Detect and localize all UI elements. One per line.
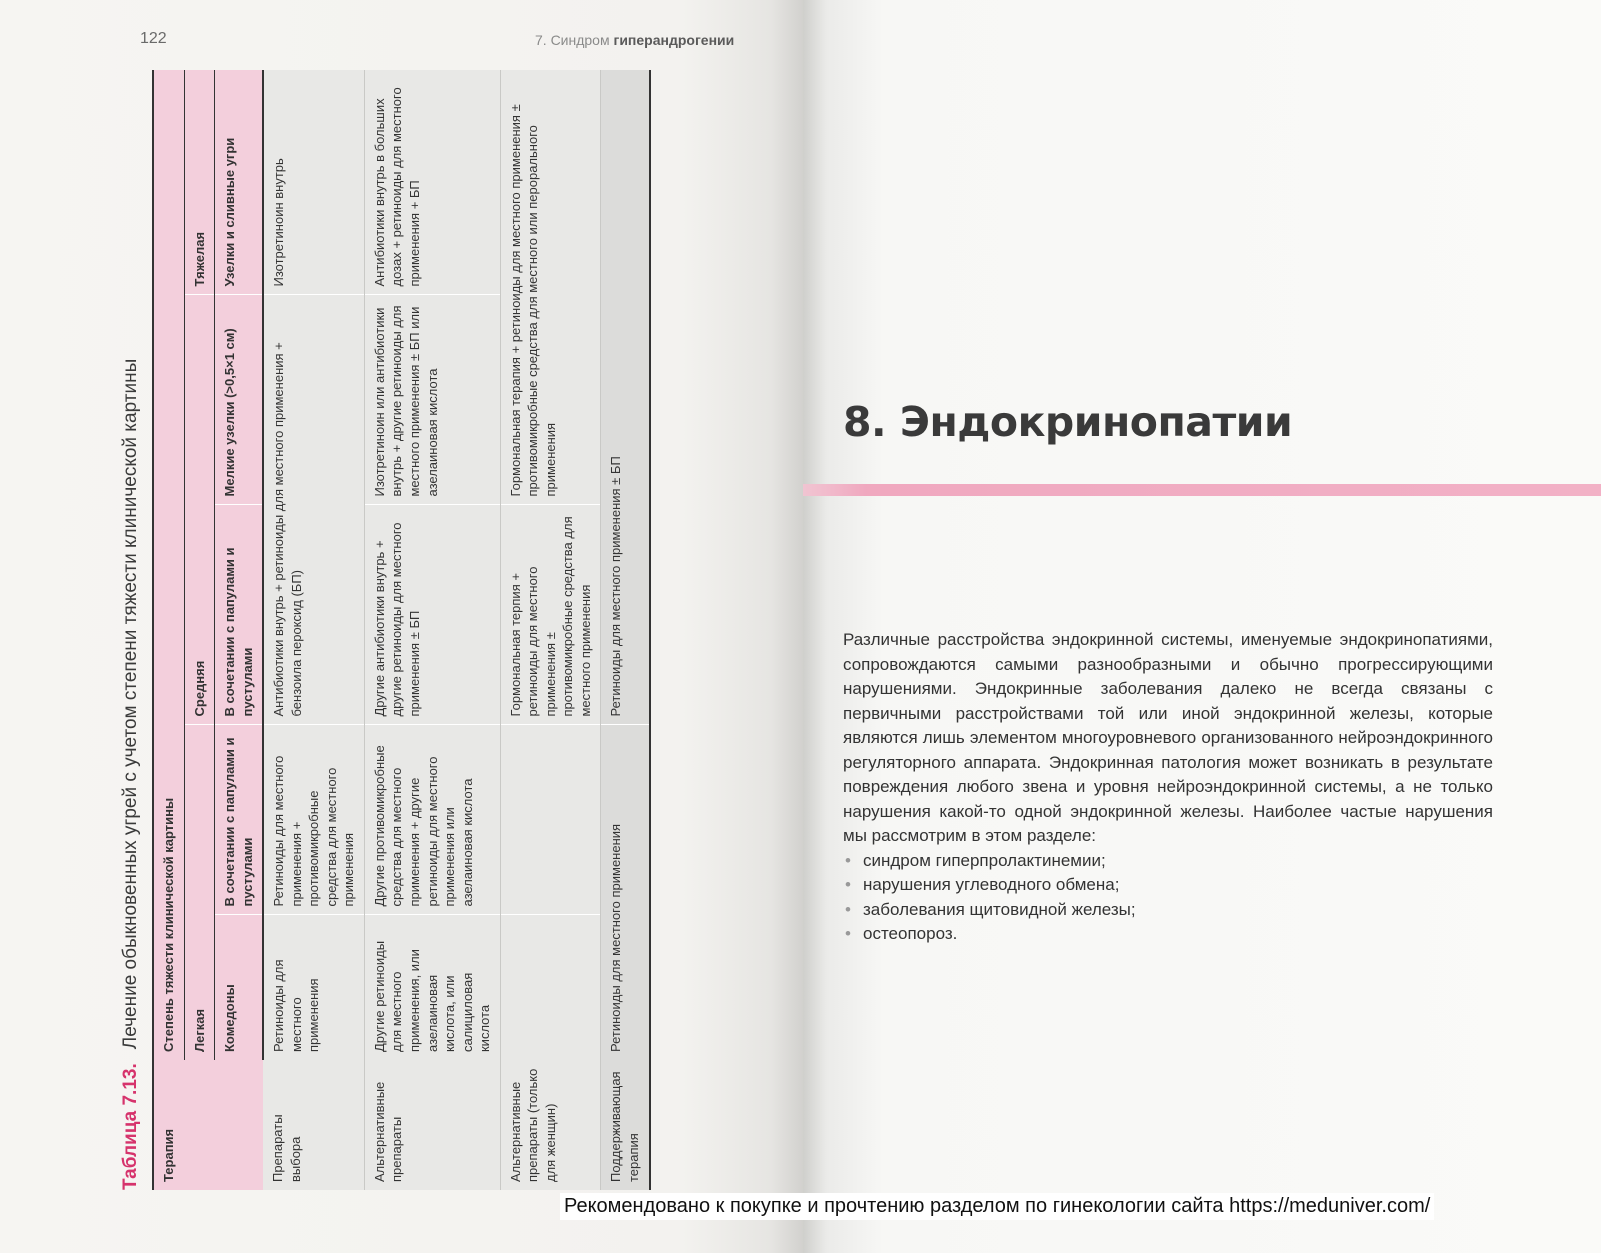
list-item: • синдром гиперпролактинемии;: [843, 849, 1493, 874]
table-row-alternative-women: [500, 70, 601, 1190]
cell-altw-mild-papules: [500, 725, 601, 915]
header-mild-papules: В сочетании с папулами и пустулами: [215, 725, 264, 915]
header-therapy: Терапия: [153, 1060, 263, 1190]
header-moderate-papules: В сочетании с папулами и пустулами: [215, 505, 264, 725]
table-row-alternative: [364, 70, 500, 1190]
acne-treatment-table: [152, 70, 651, 1190]
cell-maint-rest: Ретиноиды для местного применения ± БП: [601, 70, 650, 725]
table-row-maintenance: [601, 70, 650, 1190]
chapter-paragraph: Различные расстройства эндокринной системы, именуемые эндокринопатиями, сопровождаются самыми разнообразными и обычно прогрессирующими нарушениями. Эндокринные заболевания далеко не всегда связаны с первичными расстройствами той или иной эндокринной железы, которые являются лишь элементом многоуровневого организованного нейроэндокринного регуляторного аппарата. Эндокринная патология может возникать в результате повреждения любого звена и уровня нейроэндокринной системы, а не только нарушения какой-то одной эндокринной железы. Наиболее частые нарушения мы рассмотрим в этом разделе:: [843, 630, 1493, 845]
table-caption-number: Таблица 7.13.: [120, 1063, 141, 1190]
chapter-title: 8. Эндокринопатии: [843, 398, 1293, 446]
row-label-alternative: Альтернативные препараты: [364, 1060, 500, 1190]
cell-alt-mild-papules: Другие противомикробные средства для местного применения + другие ретиноиды для местного применения или азелаиновая кислота: [364, 725, 500, 915]
header-mild: Легкая: [184, 725, 215, 1060]
cell-alt-moderate-papules: Другие антибиотики внутрь + другие ретиноиды для местного применения ± БП: [364, 505, 500, 725]
cell-maint-mild: Ретиноиды для местного применения: [601, 725, 650, 1060]
chapter-body: [843, 628, 1493, 947]
header-nodules-conglobate: Узелки и сливные угри: [215, 70, 264, 295]
cell-altw-severe: Гормональная терапия + ретиноиды для местного применения ± противомикробные средства для местного или перорального применения: [500, 70, 601, 505]
header-severity: Степень тяжести клинической картины: [153, 70, 184, 1060]
cell-choice-comedones: Ретиноиды для местного применения: [263, 915, 364, 1060]
cell-choice-mild-papules: Ретиноиды для местного применения + противомикробные средства для местного применения: [263, 725, 364, 915]
running-head-bold: гиперандрогении: [613, 32, 735, 48]
header-severe: Тяжелая: [184, 70, 215, 295]
cell-choice-severe: Изотретиноин внутрь: [263, 70, 364, 295]
cell-choice-moderate: Антибиотики внутрь + ретиноиды для местного применения + бензоила пероксид (БП): [263, 295, 364, 725]
row-label-alternative-women: Альтернативные препараты (только для женщин): [500, 1060, 601, 1190]
table-caption-title: Лечение обыкновенных угрей с учетом степени тяжести клинической картины: [120, 358, 141, 1050]
list-item: • остеопороз.: [843, 922, 1493, 947]
chapter-pink-band: [803, 484, 1601, 496]
cell-altw-comedones: [500, 915, 601, 1060]
page-number: 122: [140, 30, 167, 47]
running-head: [535, 32, 734, 48]
header-moderate: Средняя: [184, 295, 215, 725]
row-label-choice: Препараты выбора: [263, 1060, 364, 1190]
cell-alt-small-nodules: Изотретиноин или антибиотики внутрь + другие ретиноиды для местного применения ± БП или азелаиновая кислота: [364, 295, 500, 505]
row-label-maintenance: Поддерживающая терапия: [601, 1060, 650, 1190]
right-page: [803, 0, 1601, 1253]
cell-altw-moderate-papules: Гормональная терпия + ретиноиды для местного применения ± противомикробные средства для местного применения: [500, 505, 601, 725]
running-head-prefix: 7. Синдром: [535, 32, 610, 48]
footer-recommendation: Рекомендовано к покупке и прочтению разделом по гинекологии сайта https://meduniver.com/: [560, 1193, 1434, 1220]
list-item: • заболевания щитовидной железы;: [843, 898, 1493, 923]
header-small-nodules: Мелкие узелки (>0,5×1 см): [215, 295, 264, 505]
table-caption: [116, 70, 152, 1190]
header-comedones: Комедоны: [215, 915, 264, 1060]
bullet-list: [843, 849, 1493, 947]
table-row-choice: [263, 70, 364, 1190]
cell-alt-severe: Антибиотики внутрь в больших дозах + ретиноиды для местного применения + БП: [364, 70, 500, 295]
list-item: • нарушения углеводного обмена;: [843, 873, 1493, 898]
cell-alt-comedones: Другие ретиноиды для местного применения, или азелаиновая кислота, или салициловая кислота: [364, 915, 500, 1060]
rotated-table-block: [116, 70, 736, 1190]
